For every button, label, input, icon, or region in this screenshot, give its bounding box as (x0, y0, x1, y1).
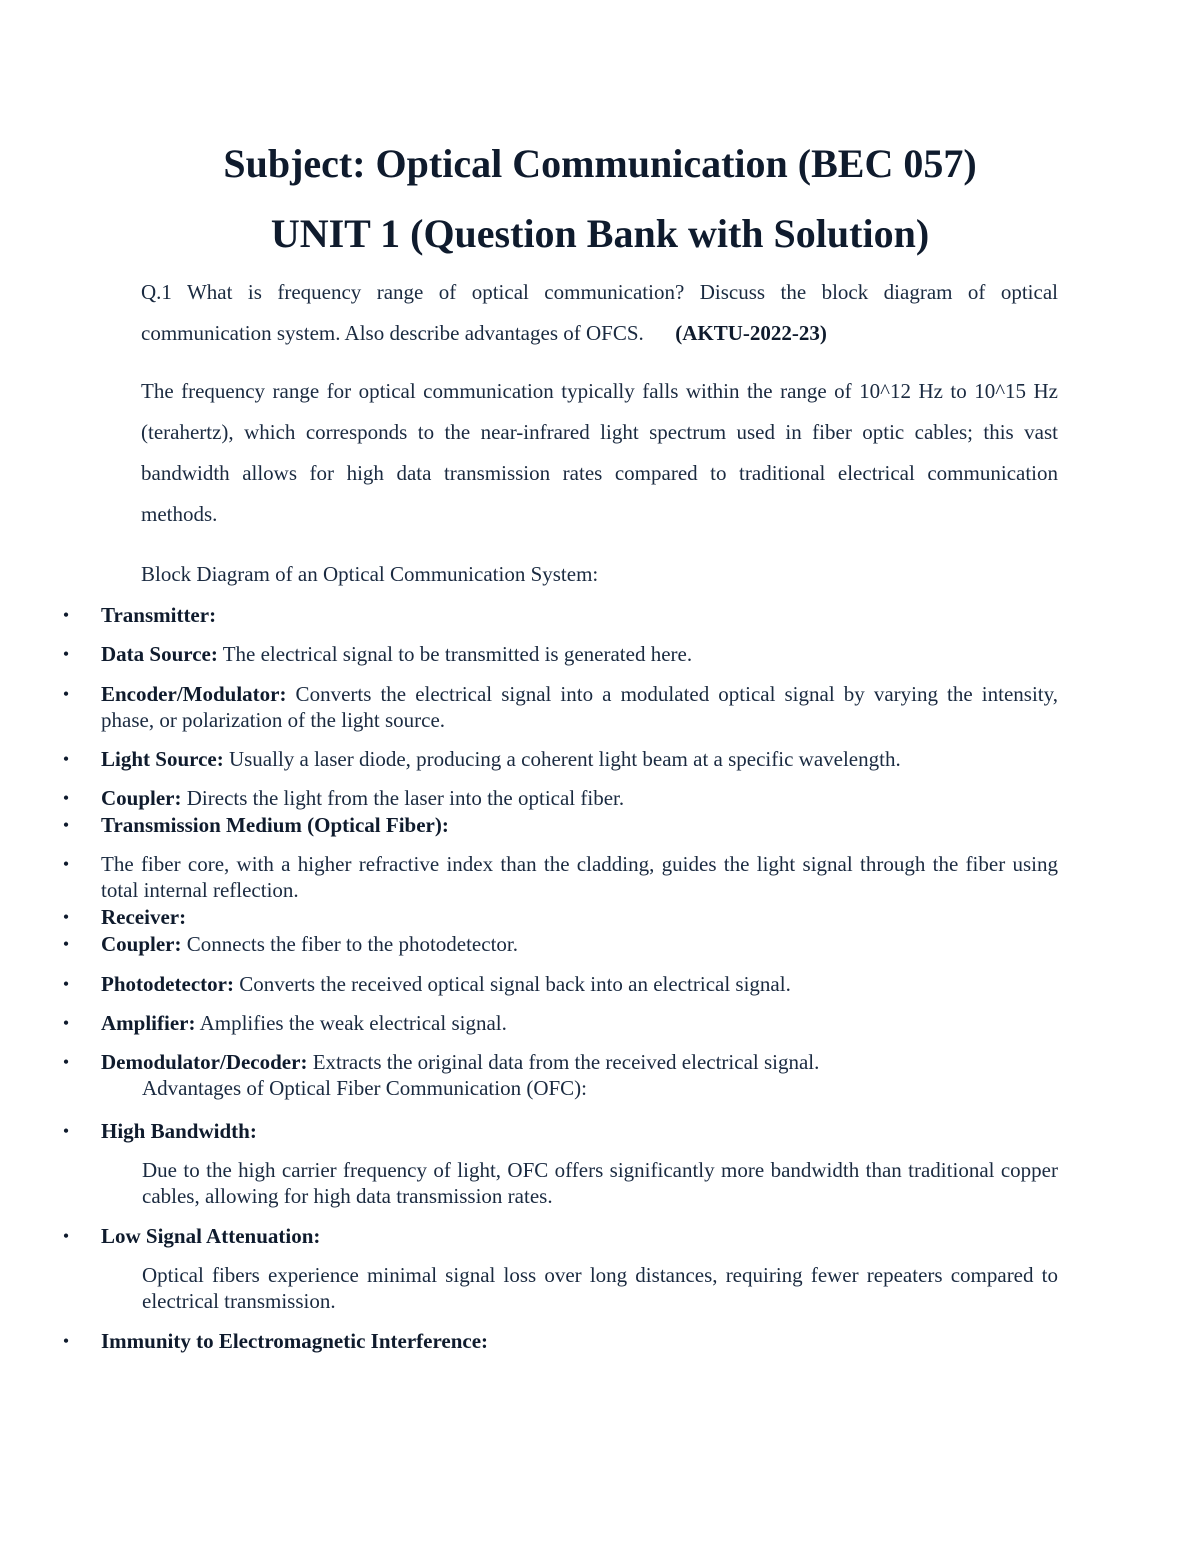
item-label: Photodetector: (101, 972, 234, 996)
item-label: Amplifier: (101, 1011, 196, 1035)
advantage-label: Immunity to Electromagnetic Interference: (101, 1329, 489, 1353)
advantage-description: Due to the high carrier frequency of light, OFC offers significantly more bandwidth than traditional copper cables, allowing for high data transmission rates. (142, 1158, 1058, 1208)
item-text: Usually a laser diode, producing a coherent light beam at a specific wavelength. (223, 747, 901, 771)
bullet-glyph: • (62, 1331, 70, 1351)
item-text: Connects the fiber to the photodetector. (181, 932, 518, 956)
block-diagram-heading: Block Diagram of an Optical Communication System: (141, 562, 599, 586)
bullet-glyph: • (62, 605, 70, 625)
bullet-glyph: • (62, 644, 70, 664)
item-text: The electrical signal to be transmitted is generated here. (217, 642, 693, 666)
bullet-glyph: • (62, 815, 70, 835)
item-text: The fiber core, with a higher refractive index than the cladding, guides the light signal through the fiber using total internal reflection. (101, 852, 1058, 902)
item-label: Receiver: (101, 905, 187, 929)
item-label: Encoder/Modulator: (101, 682, 287, 706)
bullet-glyph: • (62, 749, 70, 769)
advantage-description: Optical fibers experience minimal signal loss over long distances, requiring fewer repeaters compared to electrical transmission. (142, 1263, 1058, 1313)
unit-title: UNIT 1 (Question Bank with Solution) (270, 211, 930, 256)
bullet-glyph: • (62, 1013, 70, 1033)
bullet-glyph: • (62, 934, 70, 954)
bullet-glyph: • (62, 974, 70, 994)
question-body: Q.1 What is frequency range of optical communication? Discuss the block diagram of optical communication system. Also describe advantages of OFCS. (141, 280, 1058, 345)
advantages-heading: Advantages of Optical Fiber Communication (OFC): (142, 1076, 588, 1100)
bullet-glyph: • (62, 1121, 70, 1141)
bullet-glyph: • (62, 1226, 70, 1246)
item-text: Amplifies the weak electrical signal. (195, 1011, 507, 1035)
item-label: Transmission Medium (Optical Fiber): (101, 813, 449, 837)
advantage-label: Low Signal Attenuation: (101, 1224, 321, 1248)
item-label: Coupler: (101, 786, 182, 810)
item-label: Coupler: (101, 932, 182, 956)
question-text (141, 272, 1058, 354)
item-text: Converts the electrical signal into a modulated optical signal by varying the intensity, phase, or polarization of the light source. (101, 682, 1058, 732)
bullet-glyph: • (62, 788, 70, 808)
answer-intro: The frequency range for optical communication typically falls within the range of 10^12 Hz to 10^15 Hz (terahertz), which corresponds to the near-infrared light spectrum used in fiber optic cables; this vast bandwidth allows for high data transmission rates compared to traditional electrical communication methods. (141, 379, 1058, 526)
item-text: Extracts the original data from the received electrical signal. (307, 1050, 820, 1074)
item-label: Transmitter: (101, 603, 217, 627)
bullet-glyph: • (62, 907, 70, 927)
item-text: Directs the light from the laser into the optical fiber. (181, 786, 625, 810)
bullet-glyph: • (62, 684, 70, 704)
item-text: Converts the received optical signal back into an electrical signal. (233, 972, 791, 996)
advantage-label: High Bandwidth: (101, 1119, 257, 1143)
bullet-glyph: • (62, 1052, 70, 1072)
item-label: Demodulator/Decoder: (101, 1050, 308, 1074)
subject-title: Subject: Optical Communication (BEC 057) (223, 141, 977, 186)
bullet-glyph: • (62, 854, 70, 874)
question-tag: (AKTU-2022-23) (675, 321, 827, 345)
item-label: Data Source: (101, 642, 218, 666)
item-label: Light Source: (101, 747, 224, 771)
